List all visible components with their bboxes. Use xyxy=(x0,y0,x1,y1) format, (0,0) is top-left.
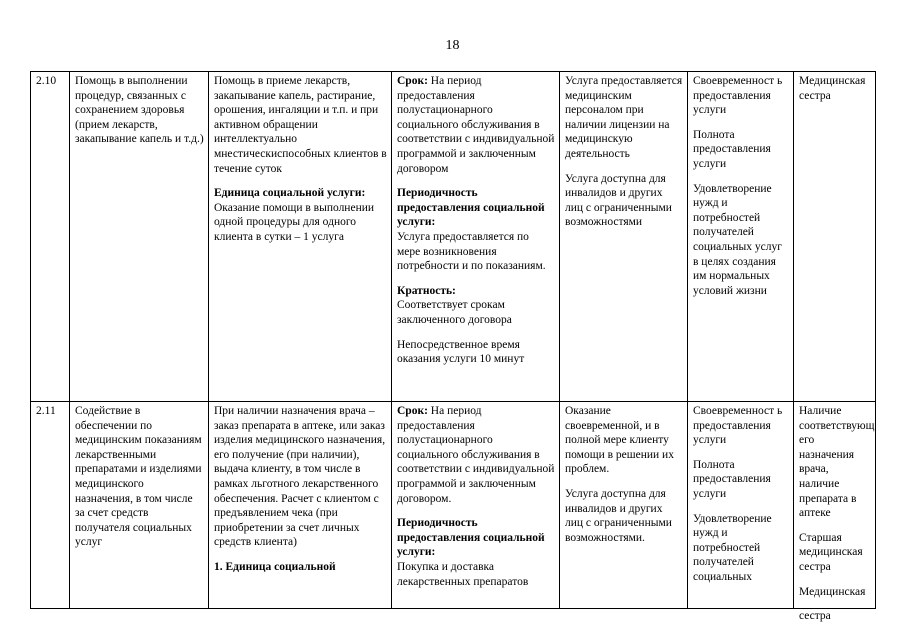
row-number-cell: 2.11 xyxy=(31,402,70,609)
unit-label: 1. Единица социальной xyxy=(214,560,336,573)
services-table xyxy=(30,71,876,623)
quality-indicators-cell: Своевременност ь предоставления услуги Полнота предоставления услуги Удовлетворение нужд и потребностей получателей социальных xyxy=(688,402,794,609)
quality-indicators-cell: Своевременност ь предоставления услуги Полнота предоставления услуги Удовлетворение нужд и потребностей получателей социальных услуг в целях создания им нормальных условий жизни xyxy=(688,72,794,402)
service-terms-cell: Срок: На период предоставления полустационарного социального обслуживания в соответствии с индивидуальной программой и заключенным договором. Периодичность предоставления социальной услуги: Покупка и доставка лекарственных препаратов xyxy=(392,402,560,609)
unit-label: Единица социальной услуги xyxy=(214,187,362,200)
service-conditions-cell: Услуга предоставляется медицинским персоналом при наличии лицензии на медицинскую деятельность Услуга доступна для инвалидов и других лиц с ограниченными возможностями xyxy=(560,72,688,402)
service-description-cell: При наличии назначения врача – заказ препарата в аптеке, или заказ изделия медицинского назначения, его получение (при наличии), выдача клиенту, в том числе в рамках льготного лекарственного обеспечения. Расчет с клиентом с предъявлением чека (при приобретении за счет личных средств клиента) 1. Единица социальной xyxy=(209,402,392,609)
service-description-cell: Помощь в приеме лекарств, закапывание капель, растирание, орошения, ингаляции и т.п. и при активном обращении интеллектуально мнестическиспособных клиентов в течение суток Единица социальной услуги: Оказание помощи в выполнении одной процедуры для одного клиента в сутки – 1 услуга xyxy=(209,72,392,402)
table-row xyxy=(31,402,876,609)
service-conditions-cell: Оказание своевременной, и в полной мере клиенту помощи в решении их проблем. Услуга доступна для инвалидов и других лиц с ограниченными возможностями. xyxy=(560,402,688,609)
staff-cell: Наличие соответствующ его назначения врача, наличие препарата в аптеке Старшая медицинская сестра Медицинская сестра xyxy=(794,402,876,609)
service-name-cell: Содействие в обеспечении по медицинским показаниям лекарственными препаратами и изделиями медицинского назначения, в том числе за счет средств получателя социальных услуг xyxy=(70,402,209,609)
page-number: 18 xyxy=(445,38,460,53)
table-row xyxy=(31,72,876,402)
service-name-cell: Помощь в выполнении процедур, связанных с сохранением здоровья (прием лекарств, закапывание капель и т.д.) xyxy=(70,72,209,402)
service-terms-cell: Срок: На период предоставления полустационарного социального обслуживания в соответствии с индивидуальной программой и заключенным договором Периодичность предоставления социальной услуги: Услуга предоставляется по мере возникновения потребности и по показаниям. Кратность: Соответствует срокам заключенного договора Непосредственное время оказания услуги 10 минут xyxy=(392,72,560,402)
staff-cell: Медицинская сестра xyxy=(794,72,876,402)
row-number-cell: 2.10 xyxy=(31,72,70,402)
